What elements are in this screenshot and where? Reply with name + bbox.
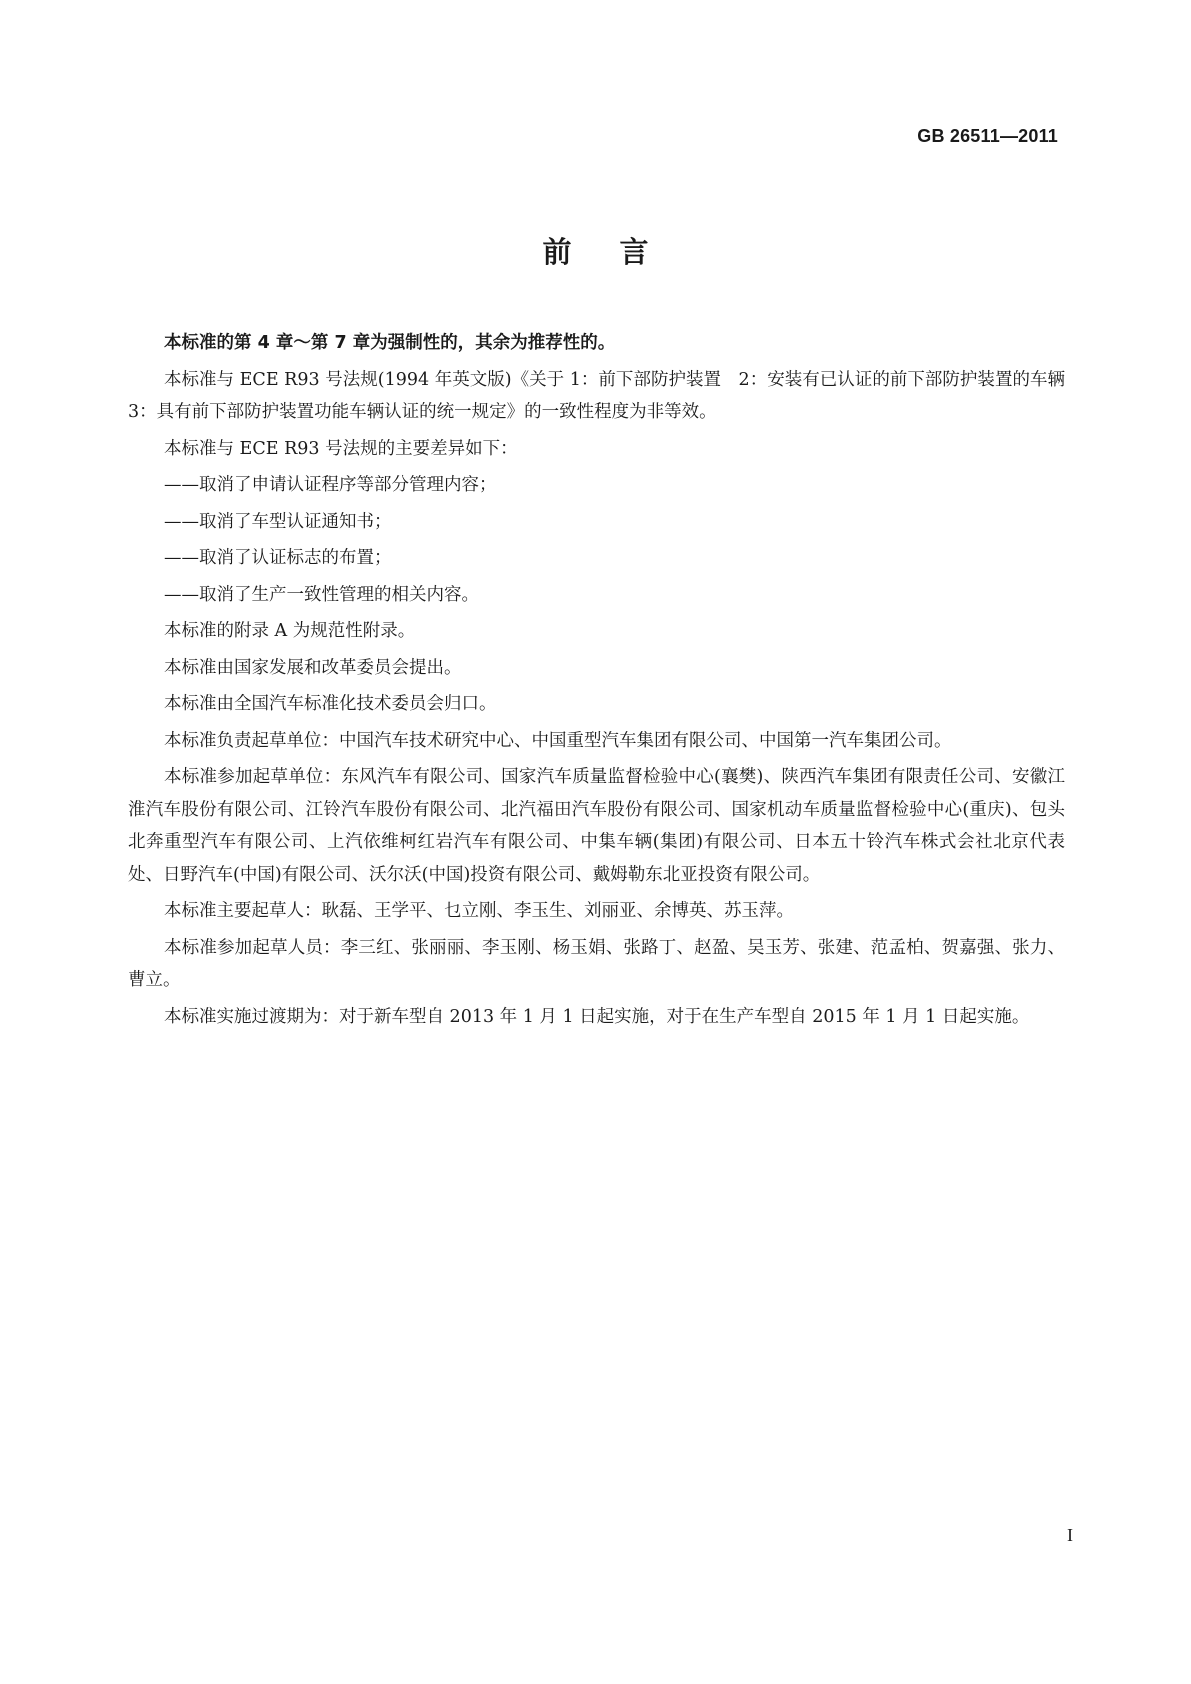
paragraph-centralized: 本标准由全国汽车标准化技术委员会归口。 (164, 694, 497, 714)
paragraph-main-drafters: 本标准主要起草人：耿磊、王学平、乜立刚、李玉生、刘丽亚、余博英、苏玉萍。 (164, 901, 794, 921)
list-item: ——取消了认证标志的布置； (164, 548, 392, 568)
list-item: ——取消了车型认证通知书； (164, 511, 392, 532)
paragraph-participating-persons: 本标准参加起草人员：李三红、张丽丽、李玉刚、杨玉娟、张路丁、赵盈、吴玉芳、张建、范孟柏、贺嘉强、张力、曹立。 (128, 937, 1065, 990)
paragraph-consistency: 本标准与 ECE R93 号法规(1994 年英文版)《关于 1：前下部防护装置 2：安装有已认证的前下部防护装置的车辆 3：具有前下部防护装置功能车辆认证的统一规定》的一致性程度为非等效。 (128, 369, 1083, 422)
paragraph-transition-period: 本标准实施过渡期为：对于新车型自 2013 年 1 月 1 日起实施，对于在生产车型自 2015 年 1 月 1 日起实施。 (164, 1006, 1030, 1027)
paragraph-differences-intro: 本标准与 ECE R93 号法规的主要差异如下： (164, 438, 518, 459)
paragraph-responsible-drafters: 本标准负责起草单位：中国汽车技术研究中心、中国重型汽车集团有限公司、中国第一汽车集团公司。 (164, 730, 952, 751)
paragraph-mandatory-scope: 本标准的第 4 章～第 7 章为强制性的，其余为推荐性的。 (164, 333, 616, 353)
standard-code: GB 26511—2011 (917, 126, 1058, 146)
page-title: 前言 (542, 235, 697, 269)
foreword-body (128, 327, 1083, 1037)
paragraph-proposer: 本标准由国家发展和改革委员会提出。 (164, 657, 462, 678)
page-number: I (1067, 1525, 1073, 1545)
list-item: ——取消了申请认证程序等部分管理内容； (164, 475, 497, 495)
paragraph-participating-drafters: 本标准参加起草单位：东风汽车有限公司、国家汽车质量监督检验中心(襄樊)、陕西汽车集团有限责任公司、安徽江淮汽车股份有限公司、江铃汽车股份有限公司、北汽福田汽车股份有限公司、国家机动车质量监督检验中心(重庆)、包头北奔重型汽车有限公司、上汽依维柯红岩汽车有限公司、中集车辆(集团)有限公司、日本五十铃汽车株式会社北京代表处、日野汽车(中国)有限公司、沃尔沃(中国)投资有限公司、戴姆勒东北亚投资有限公司。 (128, 767, 1065, 885)
paragraph-annex: 本标准的附录 A 为规范性附录。 (164, 621, 416, 641)
list-item: ——取消了生产一致性管理的相关内容。 (164, 584, 479, 605)
